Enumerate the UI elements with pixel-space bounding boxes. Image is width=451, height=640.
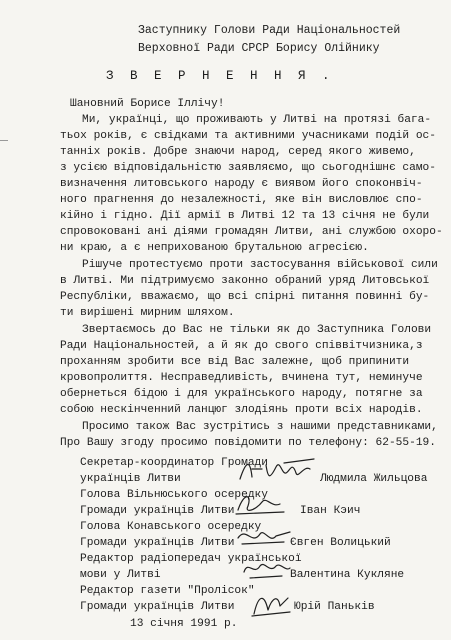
paragraph-line: Звертаємось до Вас не тільки як до Заступника Голови <box>82 324 432 336</box>
signatory-title-line: Голова Конавського осередку <box>80 521 262 533</box>
letter-date: 13 січня 1991 р. <box>130 618 238 630</box>
addressee-line-2: Верховної Ради СРСР Борису Олійнику <box>138 42 380 55</box>
signatory-title-line: Секретар-координатор Громади <box>80 457 268 469</box>
paragraph-line: з усією відповідальністю заявляємо, що сьогоднішнє само- <box>60 162 436 174</box>
signatory-title-line: мови у Литві <box>80 569 161 581</box>
signature-4-icon <box>236 556 296 582</box>
letter-title: З В Е Р Н Е Н Н Я . <box>106 69 335 83</box>
paragraph-line: собою нескінченний ланцюг злодіянь проти всіх народів. <box>60 404 423 416</box>
signature-2-icon <box>230 490 290 518</box>
paragraph-line: обернеться бідою і для українського народу, потягне за <box>60 388 423 400</box>
signatory-title-line: Громади українців Литви <box>80 601 235 613</box>
paragraph-line: в Литві. Ми підтримуємо законно обраний уряд Литовської <box>60 275 430 287</box>
paragraph-line: Ради Національностей, а й як до свого співвітчизника,з <box>60 340 423 352</box>
signatory-name: Євген Волицький <box>290 537 391 549</box>
paragraph-line: проханням зробити все від Вас залежне, щоб припинити <box>60 356 410 368</box>
signatory-title-line: українців Литви <box>80 473 181 485</box>
signatory-title-line: Редактор радіопередач української <box>80 553 302 565</box>
paragraph-line: тьох років, є свідками та активними учасниками подій ос- <box>60 130 436 142</box>
paragraph-line: кійно і гідно. Дії армії в Литві 12 та 13 січня не були <box>60 210 430 222</box>
paragraph-line: танніх років. Добре знаючи народ, серед якого живемо, <box>60 146 416 158</box>
signatory-name: Валентина Кукляне <box>290 569 405 581</box>
signatory-title-line: Громади українців Литви <box>80 537 235 549</box>
signatory-name: Іван Кэич <box>300 505 361 517</box>
paragraph-line: Ми, українці, що проживають у Литві на протязі бага- <box>82 114 432 126</box>
signature-1-icon <box>236 455 320 485</box>
signatory-title-line: Громади українців Литви <box>80 505 235 517</box>
signatory-title-line: Редактор газети "Пролісок" <box>80 585 255 597</box>
margin-mark <box>0 140 8 141</box>
signatory-title-line: Голова Вільнюського осередку <box>80 489 268 501</box>
addressee-line-1: Заступнику Голови Ради Національностей <box>138 24 401 37</box>
signatory-name: Людмила Жильцова <box>320 473 428 485</box>
paragraph-line: кровопролиття. Несправедливість, вчинена тут, неминуче <box>60 372 423 384</box>
signature-3-icon <box>232 524 296 550</box>
paragraph-line: визначення литовського народу є виявом його споконвіч- <box>60 178 423 190</box>
paragraph-line: ни краю, а є неприхованою брутальною агресією. <box>60 242 369 254</box>
paragraph-line: ти вирішені мирним шляхом. <box>60 307 235 319</box>
signatory-name: Юрій Панькiв <box>294 601 375 613</box>
paragraph-line: спровоковані ані діями громадян Литви, ані службою охоро- <box>60 226 443 238</box>
paragraph-line: ного прагнення до незалежності, яке він висловлює спо- <box>60 194 423 206</box>
paragraph-line: Рішуче протестуємо проти застосування військової сили <box>82 259 438 271</box>
signature-5-icon <box>248 588 294 618</box>
paragraph-line: Про Вашу згоду просимо повідомити по телефону: 62-55-19. <box>60 437 436 449</box>
paragraph-line: Просимо також Вас зустрітись з нашими представниками, <box>82 421 438 433</box>
salutation: Шановний Борисе Іллічу! <box>70 98 225 110</box>
paragraph-line: Республіки, вважаємо, що всі спірні питання повинні бу- <box>60 291 430 303</box>
